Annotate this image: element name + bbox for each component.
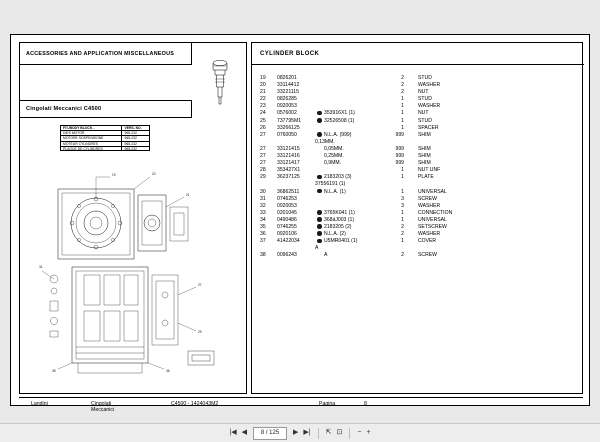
- table-row: [260, 89, 578, 96]
- svg-text:21: 21: [186, 193, 190, 197]
- svg-text:27: 27: [198, 283, 202, 287]
- part-code: 0096243: [277, 252, 297, 259]
- part-code: 41422034: [277, 238, 300, 245]
- part-position: 29: [260, 174, 266, 181]
- legend-cell-value: 965-232: [124, 136, 137, 141]
- part-position: 30: [260, 188, 266, 195]
- legend-cell-name: MOTEUR CYLINDRES: [61, 142, 122, 146]
- table-row: [260, 110, 578, 117]
- part-quantity: 1: [401, 188, 404, 195]
- table-row: [260, 174, 578, 181]
- footer-brand: Landini: [31, 401, 48, 407]
- fit-width-button[interactable]: ⇱: [325, 429, 332, 436]
- part-code: 0826201: [277, 75, 297, 81]
- part-quantity: 999: [395, 131, 404, 138]
- footer-model: C4500 - 1424043M2: [171, 401, 219, 407]
- part-code: 0746255: [277, 223, 297, 230]
- part-position: 27: [260, 131, 266, 138]
- footer-series-line2: Meccanici: [91, 407, 115, 413]
- part-position: 27: [260, 160, 266, 167]
- part-quantity: 999: [395, 153, 404, 160]
- part-position: 34: [260, 216, 266, 223]
- part-description: WASHER: [418, 82, 441, 89]
- part-code: 33221115: [277, 89, 299, 96]
- part-description: NUT: [418, 110, 429, 117]
- part-description: NUT UNF: [418, 167, 441, 174]
- part-description: UNIVERSAL: [418, 216, 447, 223]
- parts-table: [260, 75, 578, 259]
- part-reference: U5MR0401 (1): [324, 238, 358, 245]
- part-quantity: 2: [401, 89, 404, 96]
- svg-text:36: 36: [166, 369, 170, 373]
- part-description: SPACER: [418, 124, 439, 131]
- part-position: 35: [260, 223, 266, 230]
- part-description: STUD: [418, 96, 432, 103]
- part-reference: N.L.A. (2): [324, 231, 346, 238]
- part-reference: 0,25MM.: [324, 153, 344, 160]
- bullet-marker-icon: [315, 189, 324, 196]
- part-description: WASHER: [418, 202, 441, 209]
- viewer-toolbar[interactable]: [0, 423, 600, 442]
- part-description: SETSCREW: [418, 223, 447, 230]
- part-position: 28: [260, 167, 266, 174]
- part-code: 0490486: [277, 216, 297, 223]
- part-reference: N.L.A. (999): [324, 131, 352, 138]
- last-page-button[interactable]: ▶|: [303, 429, 311, 436]
- injector-schematic: [202, 57, 238, 107]
- part-position: 33: [260, 209, 266, 216]
- table-row: [260, 210, 578, 217]
- part-quantity: 1: [401, 124, 404, 131]
- part-code: 0201045: [277, 209, 297, 216]
- zoom-out-button[interactable]: −: [357, 429, 362, 436]
- bullet-marker-icon: [315, 210, 324, 217]
- legend-cell-name: PLAQUE DE CYLINDRES: [61, 147, 122, 151]
- svg-text:29: 29: [198, 330, 202, 334]
- table-row: [260, 167, 578, 174]
- cylinder-block-drawing: [38, 155, 234, 385]
- part-reference: 0,05MM.: [324, 145, 344, 152]
- part-position: 32: [260, 202, 266, 209]
- part-reference: 2183203 (3): [324, 174, 352, 181]
- part-quantity: 2: [401, 252, 404, 259]
- bullet-marker-icon: [315, 174, 324, 181]
- part-quantity: 2: [401, 75, 404, 81]
- table-row: [260, 75, 578, 82]
- part-ref-continuation: 0,13MM.: [315, 138, 335, 145]
- part-quantity: 1: [401, 110, 404, 117]
- toolbar-separator: [349, 428, 350, 439]
- page-number-input[interactable]: 8 / 125: [253, 427, 287, 440]
- part-quantity: 3: [401, 202, 404, 209]
- table-row: [260, 96, 578, 103]
- table-row: [260, 181, 578, 188]
- footer-divider: [19, 397, 583, 398]
- legend-cell-name: MOTORE SOSPENSIONE: [61, 136, 122, 140]
- part-description: COVER: [418, 238, 437, 245]
- part-position: 21: [260, 89, 266, 96]
- table-row: [260, 203, 578, 210]
- part-code: 36862511: [277, 188, 300, 195]
- bullet-marker-icon: [315, 132, 324, 139]
- left-panel-subtitle: Cingolati Meccanici C4500: [26, 106, 102, 112]
- table-row: [260, 132, 578, 139]
- part-description: SHIM: [418, 131, 431, 138]
- bullet-marker-icon: [315, 238, 324, 245]
- right-panel-title-box: [252, 43, 584, 65]
- bullet-marker-icon: [315, 231, 324, 238]
- part-position: 36: [260, 231, 266, 238]
- part-ref-continuation: 37556191 (1): [315, 181, 346, 188]
- legend-header-col2: VERS. NO.: [124, 126, 142, 130]
- table-row: [260, 118, 578, 125]
- part-reference: 3765K041 (1): [324, 209, 355, 216]
- table-row: [260, 82, 578, 89]
- table-row: [260, 146, 578, 153]
- legend-cell-name: DIES MOTOR: [61, 131, 122, 135]
- part-quantity: 3: [401, 195, 404, 202]
- part-reference: 368áJ003 (1): [324, 216, 355, 223]
- part-position: 31: [260, 195, 266, 202]
- part-quantity: 1: [401, 167, 404, 174]
- part-code: 0920053: [277, 202, 297, 209]
- table-row: [260, 125, 578, 132]
- svg-text:19: 19: [112, 173, 116, 177]
- bullet-marker-icon: [315, 224, 324, 231]
- part-quantity: 1: [401, 103, 404, 110]
- legend-table: [60, 125, 150, 151]
- part-position: 26: [260, 124, 266, 131]
- part-code: 0760050: [277, 131, 297, 138]
- part-reference: N.L.A. (1): [324, 188, 346, 195]
- part-position: 27: [260, 145, 266, 152]
- part-quantity: 1: [401, 238, 404, 245]
- legend-header-col1: FIT./BODY BLOCK -: [61, 126, 122, 130]
- part-description: SCREW: [418, 195, 437, 202]
- legend-row: [61, 147, 149, 151]
- svg-text:38: 38: [52, 369, 56, 373]
- part-code: 33266125: [277, 124, 300, 131]
- part-quantity: 1: [401, 209, 404, 216]
- table-row: [260, 153, 578, 160]
- table-row: [260, 103, 578, 110]
- part-position: 37: [260, 238, 266, 245]
- table-row: [260, 252, 578, 259]
- part-quantity: 1: [401, 117, 404, 124]
- part-position: 24: [260, 110, 266, 117]
- part-quantity: 999: [395, 145, 404, 152]
- part-description: UNIVERSAL: [418, 188, 447, 195]
- table-row: [260, 196, 578, 203]
- left-panel-title-box: [20, 43, 192, 65]
- part-code: 33121415: [277, 145, 300, 152]
- part-position: 38: [260, 252, 266, 259]
- part-position: 20: [260, 82, 266, 89]
- left-panel-title: ACCESSORIES AND APPLICATION MISCELLANEOUS: [26, 50, 175, 57]
- part-description: SHIM: [418, 153, 431, 160]
- next-page-button[interactable]: ▶: [293, 429, 299, 436]
- part-ref-continuation: A: [315, 245, 319, 252]
- footer-page-label: Pagina: [319, 401, 336, 407]
- legend-cell-value: 965-232: [124, 141, 137, 146]
- part-position: 23: [260, 103, 266, 110]
- prev-page-button[interactable]: ◀: [241, 429, 248, 436]
- legend-cell-value: 965-232: [124, 131, 137, 136]
- part-code: 0576002: [277, 110, 297, 117]
- table-row: [260, 238, 578, 245]
- part-description: SCREW: [418, 252, 437, 259]
- part-quantity: 2: [401, 82, 404, 89]
- part-description: SHIM: [418, 160, 431, 167]
- part-position: 25: [260, 117, 266, 124]
- legend-cell-value: 965-232: [124, 146, 137, 151]
- part-quantity: 1: [401, 174, 404, 181]
- zoom-in-button[interactable]: +: [366, 429, 371, 436]
- table-row: [260, 217, 578, 224]
- part-code: 737795M1: [277, 117, 302, 124]
- part-code: 33121417: [277, 160, 300, 167]
- part-code: 0920053: [277, 103, 297, 110]
- part-quantity: 999: [395, 160, 404, 167]
- table-row: [260, 189, 578, 196]
- part-code: 0826285: [277, 96, 297, 103]
- part-description: STUD: [418, 75, 432, 81]
- toolbar-separator: [318, 428, 319, 439]
- part-code: 0746253: [277, 195, 297, 202]
- right-panel-title: CYLINDER BLOCK: [260, 50, 320, 57]
- fit-page-button[interactable]: ⊡: [336, 429, 343, 436]
- footer-page-number: 8: [364, 401, 367, 407]
- table-row: [260, 224, 578, 231]
- bullet-marker-icon: [315, 110, 324, 117]
- svg-text:31: 31: [39, 265, 43, 269]
- part-description: WASHER: [418, 103, 441, 110]
- part-reference: 0,9MM.: [324, 160, 341, 167]
- part-position: 22: [260, 96, 266, 103]
- part-reference: A: [324, 252, 328, 259]
- part-code: 36237125: [277, 174, 300, 181]
- table-row: [260, 160, 578, 167]
- part-code: 33114412: [277, 82, 300, 89]
- left-panel: [19, 42, 247, 394]
- part-description: SHIM: [418, 145, 431, 152]
- part-description: WASHER: [418, 231, 441, 238]
- table-row: [260, 245, 578, 252]
- part-code: 0920106: [277, 231, 297, 238]
- part-description: CONNECTION: [418, 209, 453, 216]
- left-panel-subtitle-box: [20, 100, 192, 118]
- page-footer: [19, 401, 583, 417]
- part-reference: 32526508 (1): [324, 117, 355, 124]
- bullet-marker-icon: [315, 217, 324, 224]
- part-quantity: 2: [401, 223, 404, 230]
- table-row: [260, 139, 578, 146]
- part-code: 353427X1: [277, 167, 301, 174]
- document-page: [10, 34, 590, 413]
- part-reference: 353916X1 (1): [324, 110, 355, 117]
- part-reference: 2183205 (2): [324, 223, 352, 230]
- right-panel: [251, 42, 583, 394]
- part-description: PLATE: [418, 174, 434, 181]
- bullet-marker-icon: [315, 118, 324, 125]
- footer-series-line1: Cingolati: [91, 401, 112, 407]
- part-code: 33121416: [277, 153, 300, 160]
- part-description: NUT: [418, 89, 429, 96]
- part-quantity: 1: [401, 96, 404, 103]
- part-position: 27: [260, 153, 266, 160]
- first-page-button[interactable]: |◀: [229, 429, 237, 436]
- part-description: STUD: [418, 117, 432, 124]
- svg-text:20: 20: [152, 172, 156, 176]
- table-row: [260, 231, 578, 238]
- part-quantity: 1: [401, 216, 404, 223]
- part-position: 19: [260, 75, 266, 81]
- part-quantity: 2: [401, 231, 404, 238]
